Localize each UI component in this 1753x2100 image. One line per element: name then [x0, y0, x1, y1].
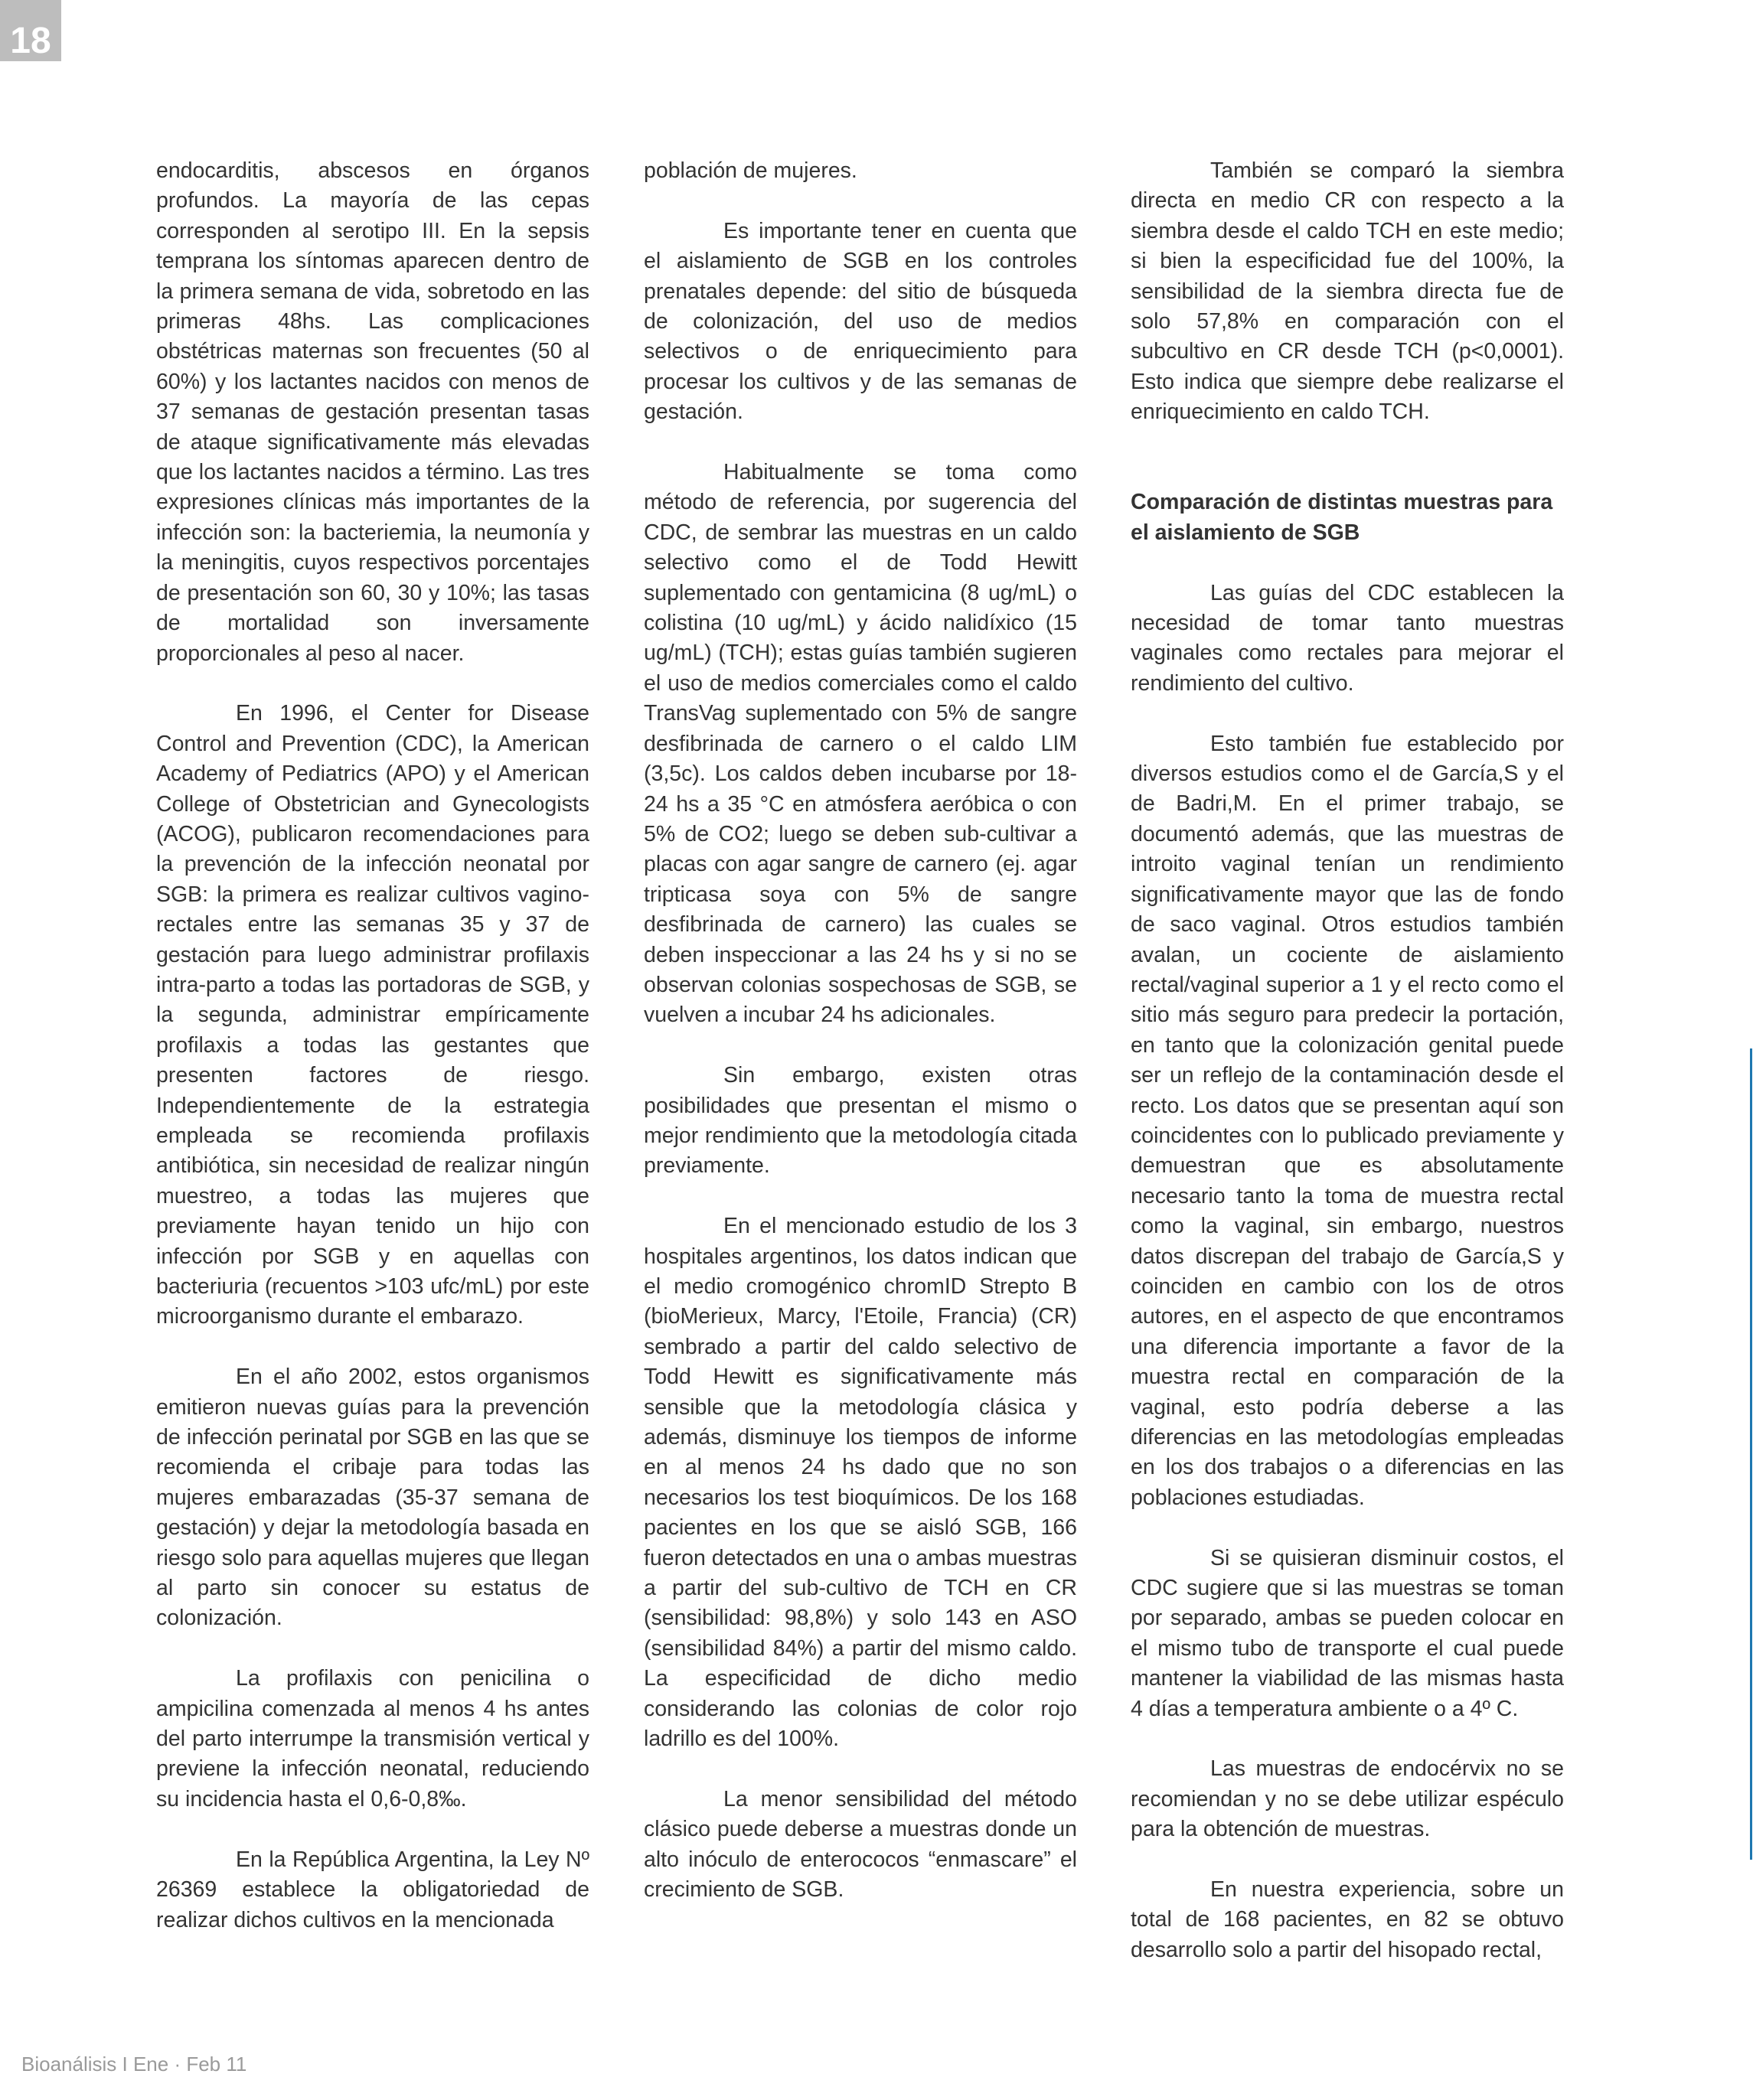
paragraph: En la República Argentina, la Ley Nº 26369 establece la obligatoriedad de realizar dichos cultivos en la mencionada	[156, 1847, 589, 1932]
paragraph: En nuestra experiencia, sobre un total de 168 pacientes, en 82 se obtuvo desarrollo solo a partir del hisopado rectal,	[1131, 1877, 1564, 1962]
paragraph: Si se quisieran disminuir costos, el CDC sugiere que si las muestras se toman por separado, ambas se pueden colocar en el mismo tubo de transporte el cual puede mantener la viabilidad de las mismas hasta 4 días a temperatura ambiente o a 4º C.	[1131, 1545, 1564, 1721]
paragraph: La menor sensibilidad del método clásico puede deberse a muestras donde un alto inóculo de enterococos “enmascare” el crecimiento de SGB.	[644, 1786, 1077, 1903]
paragraph: Las guías del CDC establecen la necesidad de tomar tanto muestras vaginales como rectales para mejorar el rendimiento del cultivo.	[1131, 580, 1564, 696]
paragraph: Sin embargo, existen otras posibilidades que presentan el mismo o mejor rendimiento que la metodología citada previamente.	[644, 1063, 1077, 1179]
paragraph: También se comparó la siembra directa en medio CR con respecto a la siembra desde el caldo TCH en este medio; si bien la especificidad fue del 100%, la sensibilidad de la siembra directa fue de solo 57,8% en comparación con el subcultivo en CR desde TCH (p<0,0001). Esto indica que siempre debe realizarse el enriquecimiento en caldo TCH.	[1131, 158, 1564, 425]
paragraph: En 1996, el Center for Disease Control and Prevention (CDC), la American Academy of Pediatrics (APO) y el American College of Obstetrician and Gynecologists (ACOG), publicaron recomendaciones para la prevención de la infección neonatal por SGB: la primera es realizar cultivos vagino-rectales entre las semanas 35 y 37 de gestación para luego administrar profilaxis intra-parto a todas las portadoras de SGB, y la segunda, administrar empíricamente profilaxis a todas las gestantes que presenten factores de riesgo. Independientemente de la estrategia empleada se recomienda profilaxis antibiótica, sin necesidad de realizar ningún muestreo, a todas las mujeres que previamente hayan tenido un hijo con infección por SGB y en aquellas con bacteriuria (recuentos >103 ufc/mL) por este microorganismo durante el embarazo.	[156, 701, 589, 1329]
paragraph: Habitualmente se toma como método de referencia, por sugerencia del CDC, de sembrar las muestras en un caldo selectivo como el de Todd Hewitt suplementado con gentamicina (8 ug/mL) o colistina (10 ug/mL) y ácido nalidíxico (15 ug/mL) (TCH); estas guías también sugieren el uso de medios comerciales como el caldo TransVag suplementado con 5% de sangre desfibrinada de carnero o el caldo LIM (3,5c). Los caldos deben incubarse por 18-24 hs a 35 °C en atmósfera aeróbica o con 5% de CO2; luego se deben sub-cultivar a placas con agar sangre de carnero (ej. agar tripticasa soya con 5% de sangre desfibrinada de carnero) las cuales se deben inspeccionar a las 24 hs y si no se observan colonias sospechosas de SGB, se vuelven a incubar 24 hs adicionales.	[644, 460, 1077, 1028]
paragraph: En el mencionado estudio de los 3 hospitales argentinos, los datos indican que el medio cromogénico chromID Strepto B (bioMerieux, Marcy, l'Etoile, Francia) (CR) sembrado a partir del caldo selectivo de Todd Hewitt es significativamente más sensible que la metodología clásica y además, disminuye los tiempos de informe en al menos 24 hs dado que no son necesarios los test bioquímicos. De los 168 pacientes en los que se aisló SGB, 166 fueron detectados en una o ambas muestras a partir del sub-cultivo de TCH en CR (sensibilidad: 98,8%) y solo 143 en ASO (sensibilidad 84%) a partir del mismo caldo. La especificidad de dicho medio considerando las colonias de color rojo ladrillo es del 100%.	[644, 1214, 1077, 1752]
paragraph: Esto también fue establecido por diversos estudios como el de García,S y el de Badri,M. En el primer trabajo, se documentó además, que las muestras de introito vaginal tenían un rendimiento significativamente mayor que las de fondo de saco vaginal. Otros estudios también avalan, un cociente de aislamiento rectal/vaginal superior a 1 y el recto como el sitio más seguro para predecir la portación, en tanto que la colonización genital puede ser un reflejo de la contaminación desde el recto. Los datos que se presentan aquí son coincidentes con lo publicado previamente y demuestran que es absolutamente necesario tanto la toma de muestra rectal como la vaginal, sin embargo, nuestros datos discrepan del trabajo de García,S y coinciden en cambio con los de otros autores, en el aspecto de que encontramos una diferencia importante a favor de la muestra rectal en comparación de la vaginal, esto podría deberse a las diferencias en las metodologías empleadas en los dos trabajos o a diferencias en las poblaciones estudiadas.	[1131, 731, 1564, 1510]
text-column-1	[156, 156, 589, 1935]
edge-accent-line	[1750, 1048, 1752, 1860]
page-number: 18	[0, 0, 61, 61]
paragraph: endocarditis, abscesos en órganos profundos. La mayoría de las cepas corresponden al serotipo III. En la sepsis temprana los síntomas aparecen dentro de la primera semana de vida, sobretodo en las primeras 48hs. Las complicaciones obstétricas maternas son frecuentes (50 al 60%) y los lactantes nacidos con menos de 37 semanas de gestación presentan tasas de ataque significativamente más elevadas que los lactantes nacidos a término. Las tres expresiones clínicas más importantes de la infección son: la bacteriemia, la neumonía y la meningitis, cuyos respectivos porcentajes de presentación son 60, 30 y 10%; las tasas de mortalidad son inversamente proporcionales al peso al nacer.	[156, 158, 589, 666]
spacer	[1131, 458, 1564, 488]
paragraph: población de mujeres.	[644, 158, 857, 183]
page-footer: Bioanálisis I Ene · Feb 11	[21, 2053, 247, 2076]
paragraph: Es importante tener en cuenta que el aislamiento de SGB en los controles prenatales depende: del sitio de búsqueda de colonización, del uso de medios selectivos o de enriquecimiento para procesar los cultivos y de las semanas de gestación.	[644, 218, 1077, 425]
section-heading: Comparación de distintas muestras para el aislamiento de SGB	[1131, 490, 1553, 545]
paragraph: La profilaxis con penicilina o ampicilina comenzada al menos 4 hs antes del parto interrumpe la transmisión vertical y previene la infección neonatal, reduciendo su incidencia hasta el 0,6-0,8‰.	[156, 1666, 589, 1811]
text-column-2	[644, 156, 1077, 1905]
paragraph: Las muestras de endocérvix no se recomiendan y no se debe utilizar espéculo para la obtención de muestras.	[1131, 1756, 1564, 1842]
paragraph: En el año 2002, estos organismos emitieron nuevas guías para la prevención de infección perinatal por SGB en las que se recomienda el cribaje para todas las mujeres embarazadas (35-37 semana de gestación) y dejar la metodología basada en riesgo solo para aquellas mujeres que llegan al parto sin conocer su estatus de colonización.	[156, 1365, 589, 1631]
text-column-3	[1131, 156, 1564, 1965]
